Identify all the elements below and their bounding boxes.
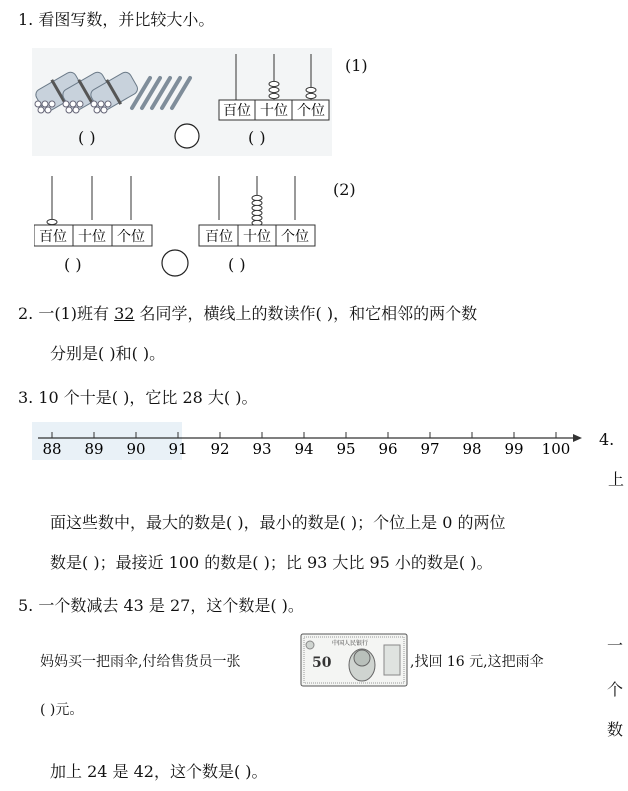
- place-label-hundreds: 百位: [223, 103, 251, 119]
- umbrella-text-line2: ( )元。: [40, 702, 84, 718]
- place-label-tens: 十位: [260, 103, 288, 119]
- place-label-tens: 十位: [243, 229, 271, 245]
- q1-part1-figure: [32, 48, 332, 156]
- question-4-number: 4.: [599, 430, 615, 449]
- number-line: [30, 420, 590, 464]
- arrow-icon: [573, 434, 582, 442]
- part-label-1: (1): [345, 56, 368, 75]
- number-line-tick-label: 98: [462, 440, 482, 458]
- umbrella-text-post: ,找回 16 元,这把雨伞: [410, 654, 544, 670]
- place-label-tens: 十位: [78, 229, 106, 245]
- q2-text-pre: 2. 一(1)班有: [18, 304, 115, 323]
- place-label-hundreds: 百位: [39, 229, 67, 245]
- question-2-line2: 分别是( )和( )。: [50, 344, 166, 363]
- number-line-tick-label: 100: [541, 440, 571, 458]
- number-line-tick-label: 94: [294, 440, 314, 458]
- banknote-bank-name: 中国人民银行: [332, 640, 369, 647]
- q4-char: 上: [608, 470, 625, 489]
- banknote-value: 50: [312, 655, 332, 671]
- number-line-tick-label: 91: [168, 440, 188, 458]
- abacus: [199, 176, 315, 246]
- place-label-hundreds: 百位: [205, 229, 233, 245]
- question-3: 3. 10 个十是( )，它比 28 大( )。: [18, 388, 258, 407]
- question-1-header: 1. 看图写数，并比较大小。: [18, 10, 215, 29]
- answer-blank[interactable]: ( ): [78, 128, 96, 147]
- answer-blank[interactable]: ( ): [248, 128, 266, 147]
- number-line-tick-label: 93: [252, 440, 272, 458]
- number-line-tick-label: 89: [84, 440, 104, 458]
- q2-text-post: 名同学，横线上的数读作( )，和它相邻的两个数: [134, 304, 478, 323]
- side-char-2: 个: [607, 680, 624, 699]
- place-label-ones: 个位: [117, 229, 145, 245]
- question-4-line2: 数是( )；最接近 100 的数是( )；比 93 大比 95 小的数是( )。: [50, 553, 493, 572]
- place-label-ones: 个位: [281, 229, 309, 245]
- number-line-tick-label: 96: [378, 440, 398, 458]
- number-line-tick-label: 99: [504, 440, 524, 458]
- answer-blank[interactable]: ( ): [64, 255, 82, 274]
- underlined-number: 32: [114, 304, 135, 323]
- question-4-line1: 面这些数中，最大的数是( )，最小的数是( )；个位上是 0 的两位: [50, 513, 506, 532]
- question-5-line1: 5. 一个数减去 43 是 27，这个数是( )。: [18, 596, 304, 615]
- answer-blank[interactable]: ( ): [228, 255, 246, 274]
- abacus: [34, 176, 152, 246]
- place-label-ones: 个位: [297, 103, 325, 119]
- number-line-tick-label: 88: [42, 440, 62, 458]
- compare-circle[interactable]: [175, 124, 199, 148]
- side-char-1: 一: [607, 636, 624, 655]
- number-line-tick-label: 92: [210, 440, 230, 458]
- number-line-tick-label: 95: [336, 440, 356, 458]
- side-char-3: 数: [607, 720, 624, 739]
- number-line-tick-label: 90: [126, 440, 146, 458]
- compare-circle[interactable]: [162, 250, 188, 276]
- umbrella-text-pre: 妈妈买一把雨伞,付给售货员一张: [40, 654, 241, 670]
- question-5-last-line: 加上 24 是 42，这个数是( )。: [50, 762, 268, 781]
- number-line-tick-label: 97: [420, 440, 440, 458]
- question-2-line1: [18, 304, 477, 324]
- banknote-50-icon: [300, 633, 408, 687]
- part-label-2: (2): [333, 180, 356, 199]
